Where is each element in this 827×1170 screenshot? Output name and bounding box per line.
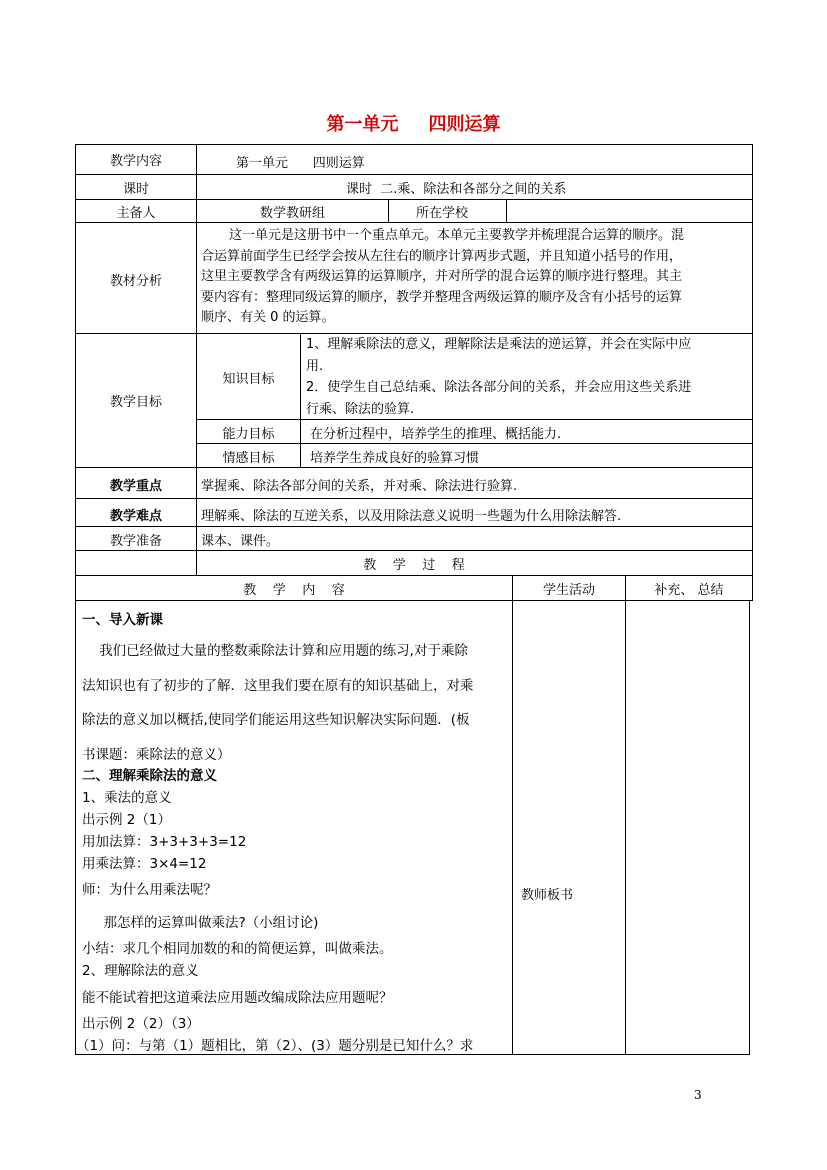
intro-line: 法知识也有了初步的了解．这里我们要在原有的知识基础上，对乘 (82, 677, 474, 694)
intro-line: 除法的意义加以概括,使同学们能运用这些知识解决实际问题．(板 (82, 712, 470, 728)
ability-value: 在分析过程中，培养学生的推理、概括能力. (310, 427, 562, 442)
body-line: 小结：求几个相同加数的和的简便运算，叫做乘法。 (82, 941, 393, 957)
knowledge-text (306, 334, 752, 420)
analysis-line: 合运算前面学生已经学会按从左往右的顺序计算两步式题，并且知道小括号的作用， (201, 248, 683, 264)
col-activity-header: 学生活动 (542, 583, 595, 598)
knowledge-line: 行乘、除法的验算. (306, 401, 415, 417)
goals-label: 教学目标 (109, 395, 162, 410)
teacher-board-note: 教师板书 (521, 888, 574, 903)
key-label: 教学重点 (109, 479, 162, 494)
col-content-header: 教 学 内 容 (243, 583, 345, 598)
difficulty-label: 教学难点 (109, 509, 162, 524)
knowledge-line: 用. (306, 358, 324, 374)
title-unit: 第一单元 (326, 114, 399, 135)
knowledge-line: 1、理解乘除法的意义，理解除法是乘法的逆运算，并会在实际中应 (306, 337, 692, 352)
period-label: 课时 (122, 182, 149, 197)
col-notes-header: 补充、 总结 (654, 583, 724, 598)
title-topic: 四则运算 (428, 114, 501, 135)
analysis-text (201, 226, 751, 329)
body-line: 能不能试着把这道乘法应用题改编成除法应用题呢？ (82, 990, 393, 1006)
knowledge-line: 2．使学生自己总结乘、除法各部分间的关系，并会应用这些关系进 (306, 380, 692, 395)
analysis-line: 顺序、有关 0 的运算。 (201, 310, 335, 325)
content-label: 教学内容 (109, 154, 162, 169)
section-heading-meaning: 二、理解乘除法的意义 (82, 768, 217, 784)
body-line: 用乘法算：3×4=12 (82, 856, 207, 872)
analysis-line: 这一单元是这册书中一个重点单元。本单元主要教学并梳理混合运算的顺序。混 (229, 228, 685, 243)
analysis-line: 这里主要教学含有两级运算的运算顺序，并对所学的混合运算的顺序进行整理。其主 (201, 269, 683, 284)
intro-line: 书课题：乘除法的意义） (82, 746, 231, 763)
period-value: 课时 二.乘、除法和各部分之间的关系 (346, 182, 567, 197)
preparer-label: 主备人 (116, 206, 156, 221)
ability-label: 能力目标 (222, 427, 275, 442)
body-line: 1、乘法的意义 (82, 790, 172, 806)
body-line: 2、理解除法的意义 (82, 963, 199, 979)
process-header: 教 学 过 程 (363, 558, 465, 573)
section-heading-intro: 一、导入新课 (82, 612, 163, 628)
knowledge-label: 知识目标 (222, 372, 275, 387)
body-line: 出示例 2（2）（3） (82, 1016, 200, 1032)
intro-paragraph (82, 634, 508, 772)
body-line: 用加法算：3+3+3+3=12 (82, 834, 247, 850)
intro-line: 我们已经做过大量的整数乘除法计算和应用题的练习,对于乘除 (82, 643, 468, 659)
key-value: 掌握乘、除法各部分间的关系，并对乘、除法进行验算. (201, 479, 518, 494)
body-line: （1）问：与第（1）题相比，第（2）、(3）题分别是已知什么？求 (76, 1038, 474, 1054)
page-title (0, 110, 827, 136)
school-label: 所在学校 (416, 206, 469, 221)
body-line: 出示例 2（1） (82, 812, 171, 828)
page-number: 3 (694, 1088, 702, 1102)
body-line: 那怎样的运算叫做乘法?（小组讨论) (82, 915, 319, 931)
content-value: 第一单元 四则运算 (236, 156, 365, 171)
emotion-value: 培养学生养成良好的验算习惯 (310, 451, 480, 466)
body-line: 师：为什么用乘法呢？ (82, 882, 217, 898)
analysis-line: 要内容有：整理同级运算的顺序，教学并整理含两级运算的顺序及含有小括号的运算 (201, 289, 683, 305)
prep-value: 课本、课件。 (201, 534, 280, 549)
emotion-label: 情感目标 (222, 451, 275, 466)
difficulty-value: 理解乘、除法的互逆关系，以及用除法意义说明一些题为什么用除法解答. (201, 509, 622, 524)
analysis-label: 教材分析 (109, 274, 162, 289)
preparer-value: 数学教研组 (259, 206, 325, 221)
prep-label: 教学准备 (109, 534, 162, 549)
